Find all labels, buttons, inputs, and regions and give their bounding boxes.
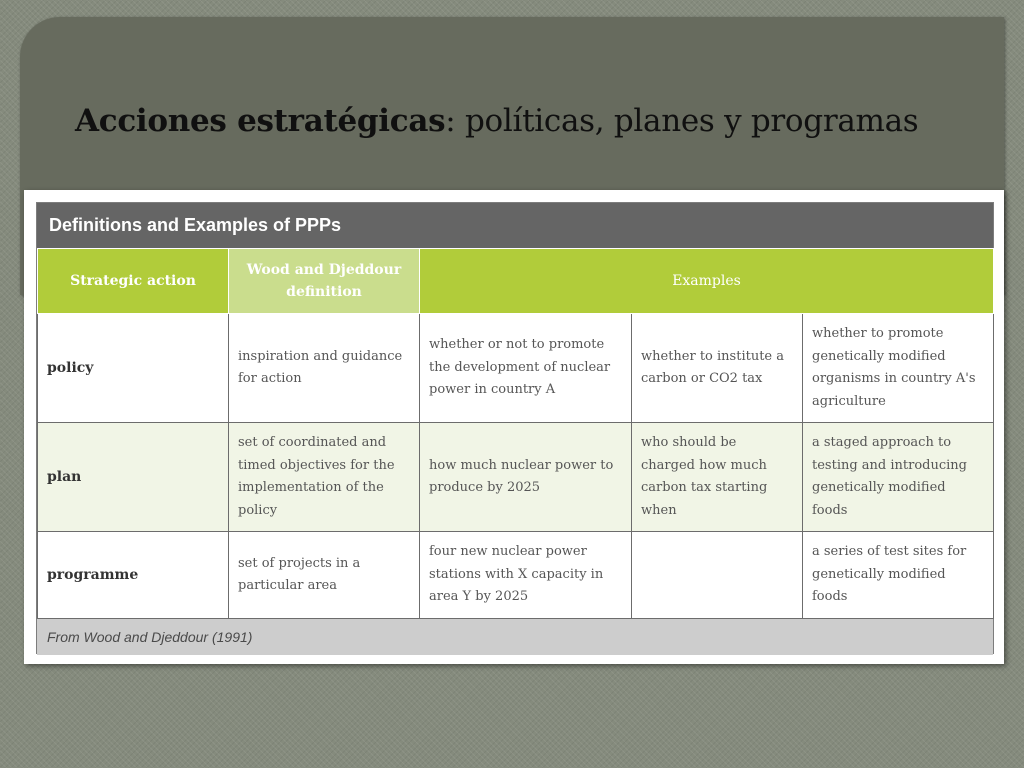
example-cell: whether to institute a carbon or CO2 tax [632,314,803,423]
definition-cell: set of coordinated and timed objectives for the implementation of the policy [229,423,420,532]
table-row [38,532,994,619]
table-source-note: From Wood and Djeddour (1991) [37,619,993,655]
example-cell: a series of test sites for genetically modified foods [803,532,994,619]
header-examples: Examples [420,249,994,314]
row-label-plan: plan [38,423,229,532]
row-label-programme: programme [38,532,229,619]
header-row [38,249,994,314]
slide-title [75,103,918,139]
header-definition: Wood and Djeddour definition [229,249,420,314]
example-cell: how much nuclear power to produce by 2025 [420,423,632,532]
example-cell: a staged approach to testing and introducing genetically modified foods [803,423,994,532]
slide-title-bold: Acciones estratégicas [75,103,446,139]
example-cell [632,532,803,619]
table-row [38,423,994,532]
ppp-table [37,248,994,619]
table-row [38,314,994,423]
definition-cell: inspiration and guidance for action [229,314,420,423]
slide-title-rest: : políticas, planes y programas [445,103,919,139]
example-cell: whether or not to promote the development of nuclear power in country A [420,314,632,423]
ppp-table-frame [36,202,994,654]
header-strategic-action: Strategic action [38,249,229,314]
example-cell: whether to promote genetically modified organisms in country A's agriculture [803,314,994,423]
definition-cell: set of projects in a particular area [229,532,420,619]
example-cell: who should be charged how much carbon tax starting when [632,423,803,532]
figure-card [24,190,1004,664]
example-cell: four new nuclear power stations with X capacity in area Y by 2025 [420,532,632,619]
table-caption: Definitions and Examples of PPPs [37,203,993,248]
row-label-policy: policy [38,314,229,423]
